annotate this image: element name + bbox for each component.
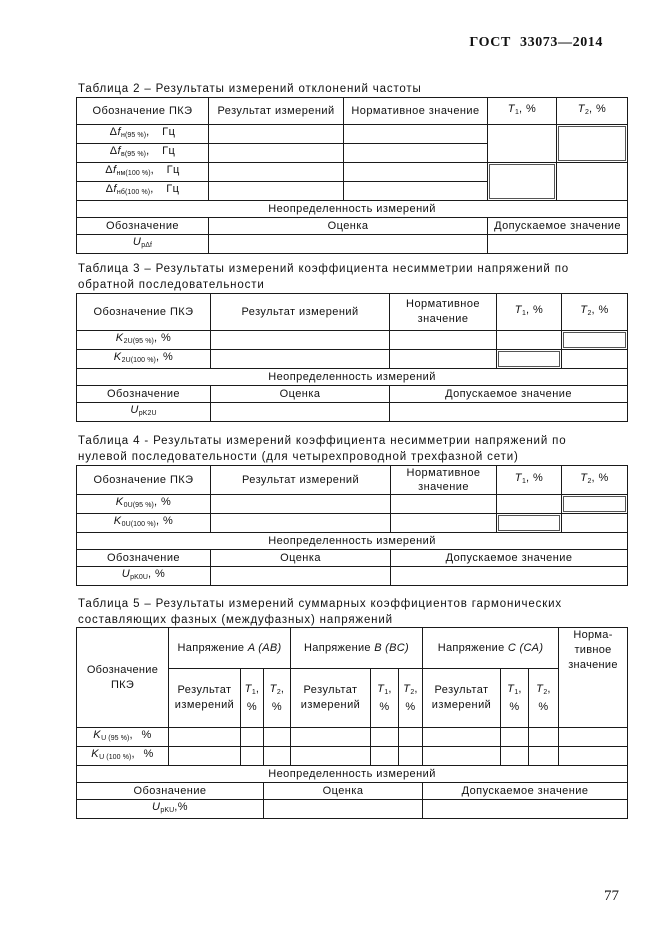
empty-cell — [211, 403, 390, 422]
unit: , Гц — [150, 183, 180, 195]
uncertainty-title-row — [77, 369, 628, 386]
unit: , % — [155, 515, 174, 527]
empty-cell — [264, 728, 291, 747]
empty-cell — [344, 163, 488, 182]
table-row — [77, 514, 628, 533]
empty-cell — [497, 495, 562, 514]
delta-symbol: Δ — [109, 145, 118, 157]
subscript: 1 — [521, 478, 526, 485]
subscript: н(95 %) — [120, 132, 147, 139]
table-row — [77, 495, 628, 514]
empty-cell — [209, 182, 344, 201]
uncertainty-estimate: Оценка — [209, 218, 488, 235]
header-result: Результат измерений — [291, 669, 371, 728]
caption-line: обратной последовательности — [78, 279, 265, 291]
header-result: Результат измерений — [211, 466, 391, 495]
voltage-label: Напряжение — [437, 641, 505, 654]
empty-cell — [291, 728, 371, 747]
row-label — [77, 350, 211, 369]
u-symbol: U — [151, 801, 161, 813]
uncertainty-title-row — [77, 533, 628, 550]
t-symbol: T — [403, 682, 411, 695]
header-t1 — [501, 669, 529, 728]
empty-cell — [209, 235, 488, 254]
empty-cell — [344, 182, 488, 201]
t-symbol: T — [244, 682, 252, 695]
empty-cell — [559, 728, 628, 747]
unit: , Гц — [146, 145, 176, 157]
subscript: 2 — [587, 310, 592, 317]
unit: , % — [588, 103, 607, 115]
header-result: Результат измерений — [211, 294, 390, 331]
unit: , % — [591, 472, 609, 484]
uncertainty-symbol — [77, 800, 264, 819]
t-symbol: T — [580, 304, 588, 316]
empty-cell — [390, 403, 628, 422]
empty-cell — [557, 163, 628, 201]
header-voltage-b — [291, 628, 423, 669]
header-normative: Нормативное значение — [344, 98, 488, 125]
table-row — [77, 163, 628, 182]
subscript: pK0U — [130, 574, 149, 581]
t-symbol: T — [580, 472, 588, 484]
empty-cell — [390, 350, 497, 369]
subscript: 2 — [276, 688, 281, 696]
subscript: 1 — [521, 310, 526, 317]
header-designation: Обозначение ПКЭ — [77, 294, 211, 331]
empty-cell — [529, 728, 559, 747]
k-symbol: K — [113, 515, 122, 527]
uncertainty-row — [77, 567, 628, 586]
uncertainty-title: Неопределенность измерений — [77, 533, 628, 550]
t-symbol: T — [507, 103, 515, 115]
table-5 — [76, 627, 628, 819]
uncertainty-header-row — [77, 386, 628, 403]
row-label — [77, 495, 211, 514]
table-3 — [76, 293, 628, 422]
uncertainty-header-row — [77, 783, 628, 800]
header-t1 — [497, 466, 562, 495]
uncertainty-allowed: Допускаемое значение — [488, 218, 628, 235]
unit: , % — [518, 103, 537, 115]
uncertainty-title: Неопределенность измерений — [77, 369, 628, 386]
empty-cell — [211, 350, 390, 369]
table-2-caption: Таблица 2 – Результаты измерений отклонений частоты — [78, 83, 422, 95]
empty-cell — [562, 514, 628, 533]
empty-cell — [211, 514, 391, 533]
empty-cell — [423, 747, 501, 766]
row-label — [77, 331, 211, 350]
header-result: Результат измерений — [169, 669, 241, 728]
empty-cell — [264, 800, 423, 819]
subscript: 1 — [384, 688, 389, 696]
header-row — [77, 294, 628, 331]
empty-cell — [371, 747, 399, 766]
uncertainty-title-row — [77, 201, 628, 218]
unit: , % — [379, 682, 392, 713]
header-t2 — [562, 294, 628, 331]
empty-cell — [391, 514, 497, 533]
empty-cell — [488, 125, 557, 163]
caption-line: составляющих фазных (междуфазных) напряжений — [78, 614, 393, 626]
subscript: нб(100 %) — [116, 189, 151, 196]
uncertainty-designation: Обозначение — [77, 386, 211, 403]
table-4 — [76, 465, 628, 586]
k-symbol: K — [115, 332, 124, 344]
uncertainty-allowed: Допускаемое значение — [390, 386, 628, 403]
delta-symbol: Δ — [105, 164, 114, 176]
subscript: 1 — [514, 109, 519, 116]
empty-cell — [423, 728, 501, 747]
empty-cell — [209, 125, 344, 144]
empty-cell — [488, 163, 557, 201]
empty-cell — [497, 331, 562, 350]
header-designation: Обозначение ПКЭ — [77, 628, 169, 728]
subscript: U (100 %) — [99, 754, 132, 761]
frequency-symbol: f — [117, 145, 122, 157]
u-symbol: U — [121, 568, 131, 580]
table-row — [77, 728, 628, 747]
header-row — [77, 98, 628, 125]
empty-cell — [399, 747, 423, 766]
subscript: pK2U — [138, 410, 157, 417]
header-designation: Обозначение ПКЭ — [77, 98, 209, 125]
subscript: 2 — [410, 688, 415, 696]
empty-cell — [209, 144, 344, 163]
row-label — [77, 144, 209, 163]
empty-cell — [557, 125, 628, 163]
header-voltage-c — [423, 628, 559, 669]
t-symbol: T — [577, 103, 585, 115]
unit: , % — [525, 472, 544, 484]
header-normative — [559, 628, 628, 728]
header-result: Результат измерений — [423, 669, 501, 728]
empty-cell — [501, 747, 529, 766]
row-label — [77, 125, 209, 144]
subscript: 2 — [584, 109, 589, 116]
unit: , % — [591, 304, 609, 316]
empty-cell — [211, 331, 390, 350]
uncertainty-designation: Обозначение — [77, 550, 211, 567]
header-t1 — [488, 98, 557, 125]
table-3-caption — [78, 261, 569, 293]
table-row — [77, 125, 628, 144]
unit: , % — [155, 351, 174, 363]
empty-cell — [529, 747, 559, 766]
k-symbol: K — [93, 729, 102, 741]
empty-cell — [423, 800, 628, 819]
t-symbol: T — [507, 682, 515, 695]
page-number: 77 — [604, 888, 619, 904]
unit: , Гц — [150, 164, 180, 176]
empty-cell — [211, 567, 391, 586]
header-t1 — [241, 669, 264, 728]
frequency-symbol: f — [113, 164, 117, 176]
uncertainty-designation: Обозначение — [77, 783, 264, 800]
normative-line: Норма- — [573, 629, 613, 641]
empty-cell — [169, 747, 241, 766]
voltage-label: Напряжение — [177, 641, 245, 654]
empty-cell — [488, 235, 628, 254]
subscript: нм(100 %) — [116, 170, 151, 177]
frequency-symbol: f — [113, 183, 117, 195]
t-symbol: T — [514, 472, 522, 484]
empty-cell — [264, 747, 291, 766]
row-label — [77, 728, 169, 747]
empty-cell — [501, 728, 529, 747]
header-t1 — [371, 669, 399, 728]
row-label — [77, 514, 211, 533]
uncertainty-allowed: Допускаемое значение — [423, 783, 628, 800]
empty-cell — [399, 728, 423, 747]
uncertainty-title-row — [77, 766, 628, 783]
subscript: 1 — [251, 688, 256, 696]
subscript: 0U(95 %) — [123, 502, 154, 509]
uncertainty-row — [77, 235, 628, 254]
uncertainty-estimate: Оценка — [264, 783, 423, 800]
subscript: pΔf — [141, 242, 153, 249]
unit: , % — [131, 748, 154, 760]
empty-cell — [562, 495, 628, 514]
header-voltage-a — [169, 628, 291, 669]
unit: , % — [153, 332, 172, 344]
caption-line: Таблица 4 - Результаты измерений коэффициента несимметрии напряжений по — [78, 435, 567, 447]
empty-cell — [497, 514, 562, 533]
empty-cell — [209, 163, 344, 182]
uncertainty-estimate: Оценка — [211, 550, 391, 567]
uncertainty-title: Неопределенность измерений — [77, 201, 628, 218]
voltage-label: Напряжение — [304, 641, 371, 654]
t-symbol: T — [269, 682, 277, 695]
uncertainty-title: Неопределенность измерений — [77, 766, 628, 783]
phase-label: B (BC) — [374, 641, 409, 654]
table-row — [77, 331, 628, 350]
empty-cell — [391, 495, 497, 514]
empty-cell — [241, 747, 264, 766]
unit: , % — [148, 568, 166, 580]
table-2 — [76, 97, 628, 254]
delta-symbol: Δ — [109, 126, 118, 138]
normative-line: значение — [568, 659, 618, 671]
delta-symbol: Δ — [105, 183, 114, 195]
subscript: 2 — [543, 688, 548, 696]
empty-cell — [344, 125, 488, 144]
header-t1 — [497, 294, 562, 331]
unit: , Гц — [146, 126, 176, 138]
u-symbol: U — [132, 236, 142, 248]
empty-cell — [211, 495, 391, 514]
k-symbol: K — [115, 496, 124, 508]
subscript: 1 — [514, 688, 519, 696]
caption-line: Таблица 5 – Результаты измерений суммарных коэффициентов гармонических — [78, 598, 562, 610]
header-row-phases — [77, 628, 628, 669]
empty-cell — [390, 331, 497, 350]
empty-cell — [291, 747, 371, 766]
uncertainty-designation: Обозначение — [77, 218, 209, 235]
standard-header: ГОСТ 33073—2014 — [469, 35, 603, 50]
uncertainty-row — [77, 800, 628, 819]
k-symbol: K — [91, 748, 100, 760]
header-normative: Нормативное значение — [391, 466, 497, 495]
empty-cell — [241, 728, 264, 747]
t-symbol: T — [536, 682, 544, 695]
empty-cell — [371, 728, 399, 747]
k-symbol: K — [113, 351, 122, 363]
header-t2 — [399, 669, 423, 728]
row-label — [77, 182, 209, 201]
unit: , % — [129, 729, 152, 741]
empty-cell — [344, 144, 488, 163]
unit: , % — [525, 304, 544, 316]
t-symbol: T — [377, 682, 385, 695]
uncertainty-estimate: Оценка — [211, 386, 390, 403]
header-designation: Обозначение ПКЭ — [77, 466, 211, 495]
table-row — [77, 747, 628, 766]
uncertainty-allowed: Допускаемое значение — [391, 550, 628, 567]
subscript: pKU — [160, 807, 175, 814]
uncertainty-symbol — [77, 235, 209, 254]
u-symbol: U — [130, 404, 139, 416]
row-label — [77, 747, 169, 766]
empty-cell — [562, 350, 628, 369]
uncertainty-row — [77, 403, 628, 422]
unit: , % — [246, 682, 260, 713]
uncertainty-symbol — [77, 567, 211, 586]
empty-cell — [559, 747, 628, 766]
header-t2 — [557, 98, 628, 125]
frequency-symbol: f — [117, 126, 121, 138]
phase-label: A (AB) — [247, 641, 282, 654]
subscript: U (95 %) — [101, 735, 130, 742]
header-row — [77, 466, 628, 495]
uncertainty-header-row — [77, 550, 628, 567]
empty-cell — [169, 728, 241, 747]
unit: , % — [153, 496, 172, 508]
empty-cell — [391, 567, 628, 586]
subscript: 0U(100 %) — [121, 521, 156, 528]
row-label — [77, 163, 209, 182]
subscript: в(95 %) — [121, 151, 147, 158]
header-normative: Нормативное значение — [390, 294, 497, 331]
caption-line: Таблица 3 – Результаты измерений коэффициента несимметрии напряжений по — [78, 263, 570, 275]
unit: , % — [538, 682, 551, 713]
unit: , % — [405, 682, 418, 713]
header-t2 — [264, 669, 291, 728]
table-row — [77, 350, 628, 369]
caption-line: нулевой последовательности (для четырехпроводной трехфазной сети) — [78, 451, 519, 463]
subscript: 2U(100 %) — [121, 357, 156, 364]
table-4-caption — [78, 433, 566, 465]
t-symbol: T — [514, 304, 522, 316]
table-5-caption — [78, 596, 562, 628]
phase-label: C (CA) — [507, 641, 544, 654]
normative-line: тивное — [574, 644, 612, 656]
uncertainty-header-row — [77, 218, 628, 235]
header-result: Результат измерений — [209, 98, 344, 125]
empty-cell — [562, 331, 628, 350]
subscript: 2 — [587, 478, 592, 485]
header-t2 — [562, 466, 628, 495]
unit: , % — [271, 682, 285, 713]
empty-cell — [497, 350, 562, 369]
unit: , % — [509, 682, 522, 713]
unit: ,% — [174, 801, 189, 813]
uncertainty-symbol — [77, 403, 211, 422]
header-t2 — [529, 669, 559, 728]
subscript: 2U(95 %) — [123, 338, 154, 345]
